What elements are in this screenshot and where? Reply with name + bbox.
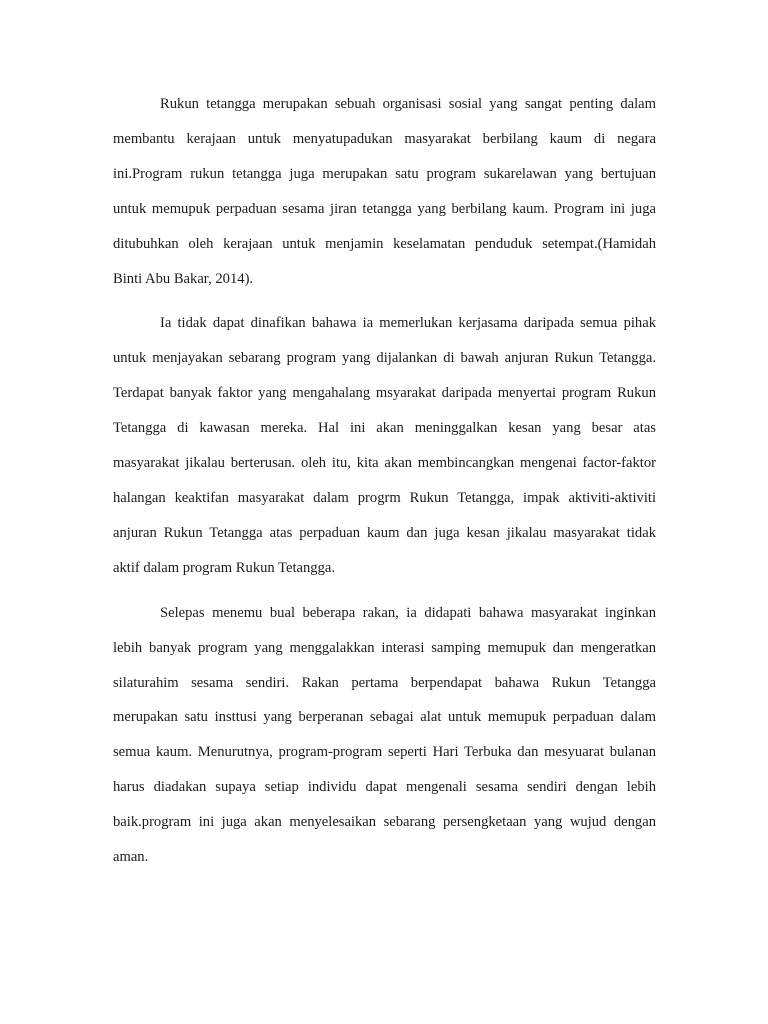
paragraph-line: aman. xyxy=(113,849,149,866)
paragraph-3 xyxy=(113,596,656,875)
paragraph-2 xyxy=(113,306,656,585)
paragraph-line: anjuran Rukun Tetangga atas perpaduan kaum dan juga kesan jikalau masyarakat tidak xyxy=(113,524,656,541)
paragraph-line: baik.program ini juga akan menyelesaikan sebarang persengketaan yang wujud dengan xyxy=(113,814,656,831)
paragraph-line: Ia tidak dapat dinafikan bahawa ia memerlukan kerjasama daripada semua pihak xyxy=(160,315,656,332)
paragraph-1 xyxy=(113,87,656,296)
paragraph-line: Tetangga di kawasan mereka. Hal ini akan meninggalkan kesan yang besar atas xyxy=(113,420,656,437)
paragraph-line: Binti Abu Bakar, 2014). xyxy=(113,270,254,287)
paragraph-line: masyarakat jikalau berterusan. oleh itu, kita akan membincangkan mengenai factor-faktor xyxy=(113,455,656,472)
document-page xyxy=(113,87,656,885)
paragraph-line: semua kaum. Menurutnya, program-program seperti Hari Terbuka dan mesyuarat bulanan xyxy=(113,744,656,761)
paragraph-line: membantu kerajaan untuk menyatupadukan masyarakat berbilang kaum di negara xyxy=(113,130,656,147)
paragraph-line: untuk menjayakan sebarang program yang dijalankan di bawah anjuran Rukun Tetangga. xyxy=(113,350,656,367)
paragraph-line: untuk memupuk perpaduan sesama jiran tetangga yang berbilang kaum. Program ini juga xyxy=(113,200,656,217)
paragraph-line: Terdapat banyak faktor yang mengahalang msyarakat daripada menyertai program Rukun xyxy=(113,385,656,402)
paragraph-line: halangan keaktifan masyarakat dalam progrm Rukun Tetangga, impak aktiviti-aktiviti xyxy=(113,489,656,506)
paragraph-line: harus diadakan supaya setiap individu dapat mengenali sesama sendiri dengan lebih xyxy=(113,779,656,796)
paragraph-line: silaturahim sesama sendiri. Rakan pertama berpendapat bahawa Rukun Tetangga xyxy=(113,674,656,691)
paragraph-line: ditubuhkan oleh kerajaan untuk menjamin keselamatan penduduk setempat.(Hamidah xyxy=(113,235,656,252)
paragraph-line: ini.Program rukun tetangga juga merupakan satu program sukarelawan yang bertujuan xyxy=(113,165,656,182)
paragraph-line: lebih banyak program yang menggalakkan interasi samping memupuk dan mengeratkan xyxy=(113,639,656,656)
paragraph-line: Rukun tetangga merupakan sebuah organisasi sosial yang sangat penting dalam xyxy=(160,96,656,112)
paragraph-line: aktif dalam program Rukun Tetangga. xyxy=(113,559,336,576)
paragraph-line: merupakan satu insttusi yang berperanan sebagai alat untuk memupuk perpaduan dalam xyxy=(113,709,656,726)
paragraph-line: Selepas menemu bual beberapa rakan, ia didapati bahawa masyarakat inginkan xyxy=(160,604,656,621)
